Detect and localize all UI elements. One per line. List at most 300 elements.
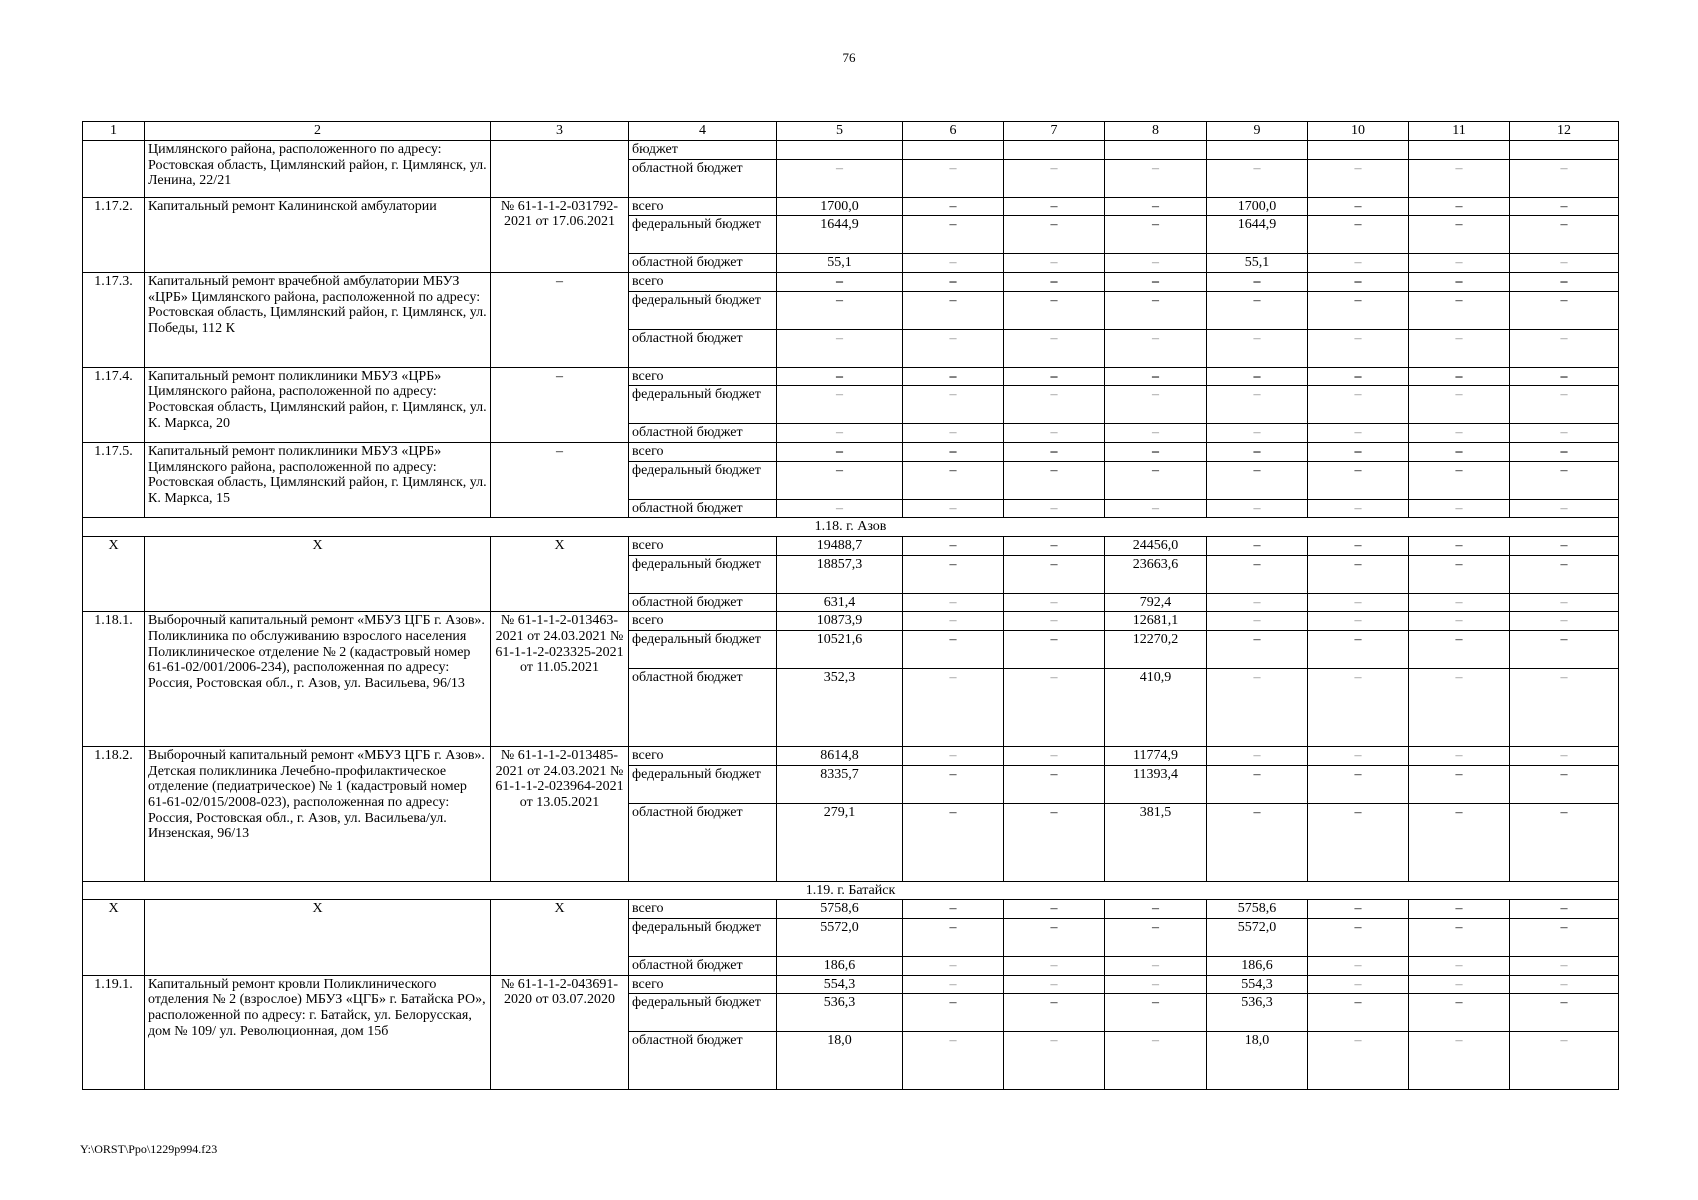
- value-cell: –: [1308, 537, 1409, 556]
- value-cell: –: [1105, 443, 1207, 462]
- column-number-header: 12: [1510, 122, 1619, 141]
- value-cell: –: [1409, 499, 1510, 518]
- value-cell: 5572,0: [777, 919, 903, 957]
- funding-source: федеральный бюджет: [629, 994, 777, 1032]
- object-name: Капитальный ремонт врачебной амбулатории МБУЗ «ЦРБ» Цимлянского района, расположенной по адресу: Ростовская область, Цимлянский район, г. Цимлянск, ул. Победы, 112 К: [145, 273, 491, 368]
- value-cell: –: [1308, 499, 1409, 518]
- value-cell: –: [1409, 669, 1510, 747]
- value-cell: –: [1207, 612, 1308, 631]
- value-cell: –: [1409, 1032, 1510, 1090]
- funding-source: всего: [629, 537, 777, 556]
- section-title: 1.18. г. Азов: [83, 518, 1619, 537]
- value-cell: –: [777, 159, 903, 197]
- value-cell: –: [903, 803, 1004, 881]
- value-cell: –: [1004, 197, 1105, 216]
- value-cell: –: [1308, 747, 1409, 766]
- value-cell: –: [1207, 291, 1308, 329]
- table-row: [83, 141, 1619, 160]
- value-cell: –: [777, 443, 903, 462]
- column-number-header: 5: [777, 122, 903, 141]
- value-cell: –: [1105, 499, 1207, 518]
- value-cell: –: [1409, 593, 1510, 612]
- value-cell: –: [1510, 900, 1619, 919]
- value-cell: –: [1409, 919, 1510, 957]
- funding-source: областной бюджет: [629, 1032, 777, 1090]
- column-number-header: 7: [1004, 122, 1105, 141]
- value-cell: –: [1207, 386, 1308, 424]
- value-cell: –: [1207, 555, 1308, 593]
- value-cell: –: [1409, 631, 1510, 669]
- value-cell: 352,3: [777, 669, 903, 747]
- value-cell: –: [1004, 329, 1105, 367]
- value-cell: 381,5: [1105, 803, 1207, 881]
- value-cell: 23663,6: [1105, 555, 1207, 593]
- table-row: [83, 197, 1619, 216]
- funding-source: областной бюджет: [629, 159, 777, 197]
- value-cell: –: [1510, 499, 1619, 518]
- value-cell: –: [1409, 994, 1510, 1032]
- value-cell: –: [1004, 919, 1105, 957]
- value-cell: –: [1207, 367, 1308, 386]
- object-name: Капитальный ремонт поликлиники МБУЗ «ЦРБ» Цимлянского района, расположенной по адресу: Ростовская область, Цимлянский район, г. Цимлянск, ул. К. Маркса, 20: [145, 367, 491, 442]
- value-cell: –: [903, 612, 1004, 631]
- value-cell: –: [903, 900, 1004, 919]
- value-cell: –: [1308, 424, 1409, 443]
- value-cell: –: [1207, 537, 1308, 556]
- value-cell: –: [903, 197, 1004, 216]
- value-cell: –: [1409, 291, 1510, 329]
- value-cell: 19488,7: [777, 537, 903, 556]
- value-cell: –: [1510, 367, 1619, 386]
- value-cell: –: [1105, 329, 1207, 367]
- document-number: № 61-1-1-2-031792-2021 от 17.06.2021: [491, 197, 629, 272]
- value-cell: –: [1105, 197, 1207, 216]
- funding-source: областной бюджет: [629, 329, 777, 367]
- column-number-header: 3: [491, 122, 629, 141]
- value-cell: –: [1004, 747, 1105, 766]
- value-cell: –: [1510, 765, 1619, 803]
- value-cell: –: [1207, 631, 1308, 669]
- value-cell: 10873,9: [777, 612, 903, 631]
- value-cell: –: [1308, 669, 1409, 747]
- value-cell: –: [903, 159, 1004, 197]
- value-cell: –: [1004, 900, 1105, 919]
- value-cell: –: [1510, 254, 1619, 273]
- column-number-header: 1: [83, 122, 145, 141]
- value-cell: –: [1409, 367, 1510, 386]
- value-cell: 536,3: [1207, 994, 1308, 1032]
- value-cell: 5572,0: [1207, 919, 1308, 957]
- funding-source: федеральный бюджет: [629, 765, 777, 803]
- footer-file-path: Y:\ORST\Ppo\1229p994.f23: [80, 1142, 218, 1156]
- table-row: [83, 975, 1619, 994]
- value-cell: –: [903, 765, 1004, 803]
- value-cell: –: [1004, 159, 1105, 197]
- value-cell: 10521,6: [777, 631, 903, 669]
- value-cell: –: [1308, 765, 1409, 803]
- row-number: [83, 141, 145, 198]
- funding-source: федеральный бюджет: [629, 461, 777, 499]
- value-cell: –: [1409, 803, 1510, 881]
- document-number: –: [491, 273, 629, 368]
- value-cell: –: [1510, 159, 1619, 197]
- value-cell: 12270,2: [1105, 631, 1207, 669]
- value-cell: –: [1105, 957, 1207, 976]
- value-cell: –: [1308, 443, 1409, 462]
- value-cell: –: [1004, 957, 1105, 976]
- value-cell: [777, 141, 903, 160]
- value-cell: –: [1004, 367, 1105, 386]
- value-cell: –: [1510, 994, 1619, 1032]
- value-cell: –: [903, 631, 1004, 669]
- document-number: Х: [491, 537, 629, 612]
- value-cell: 24456,0: [1105, 537, 1207, 556]
- value-cell: –: [1409, 273, 1510, 292]
- value-cell: –: [1004, 975, 1105, 994]
- value-cell: –: [1409, 424, 1510, 443]
- table-row: [83, 367, 1619, 386]
- value-cell: –: [903, 443, 1004, 462]
- value-cell: 55,1: [1207, 254, 1308, 273]
- value-cell: –: [1308, 254, 1409, 273]
- funding-source: всего: [629, 975, 777, 994]
- value-cell: –: [1207, 747, 1308, 766]
- funding-source: федеральный бюджет: [629, 291, 777, 329]
- object-name: Капитальный ремонт кровли Поликлинического отделения № 2 (взрослое) МБУЗ «ЦГБ» г. Батайска РО», расположенной по адресу: г. Батайск, ул. Белорусская, дом № 109/ ул. Революционная, дом 15б: [145, 975, 491, 1090]
- value-cell: 55,1: [777, 254, 903, 273]
- value-cell: –: [1308, 159, 1409, 197]
- value-cell: –: [1004, 386, 1105, 424]
- value-cell: –: [1004, 216, 1105, 254]
- value-cell: –: [1308, 367, 1409, 386]
- section-row: [83, 881, 1619, 900]
- value-cell: –: [1510, 461, 1619, 499]
- value-cell: –: [1308, 555, 1409, 593]
- value-cell: –: [1004, 537, 1105, 556]
- value-cell: –: [1105, 919, 1207, 957]
- value-cell: –: [1308, 461, 1409, 499]
- value-cell: –: [1308, 900, 1409, 919]
- value-cell: –: [1409, 537, 1510, 556]
- value-cell: 8335,7: [777, 765, 903, 803]
- value-cell: –: [903, 254, 1004, 273]
- value-cell: 1700,0: [1207, 197, 1308, 216]
- row-number: 1.19.1.: [83, 975, 145, 1090]
- value-cell: 18857,3: [777, 555, 903, 593]
- value-cell: –: [1409, 461, 1510, 499]
- funding-source: областной бюджет: [629, 957, 777, 976]
- value-cell: 536,3: [777, 994, 903, 1032]
- value-cell: –: [1510, 291, 1619, 329]
- funding-source: всего: [629, 367, 777, 386]
- value-cell: –: [1308, 1032, 1409, 1090]
- table-row: [83, 443, 1619, 462]
- value-cell: –: [1510, 593, 1619, 612]
- value-cell: –: [1510, 957, 1619, 976]
- value-cell: –: [903, 367, 1004, 386]
- column-number-header: 9: [1207, 122, 1308, 141]
- value-cell: –: [1105, 291, 1207, 329]
- value-cell: –: [1004, 669, 1105, 747]
- value-cell: –: [1308, 593, 1409, 612]
- value-cell: –: [1409, 159, 1510, 197]
- table-row: [83, 900, 1619, 919]
- table-row: [83, 537, 1619, 556]
- funding-source: всего: [629, 197, 777, 216]
- value-cell: –: [903, 975, 1004, 994]
- value-cell: 1644,9: [1207, 216, 1308, 254]
- value-cell: 11774,9: [1105, 747, 1207, 766]
- row-number: Х: [83, 900, 145, 975]
- value-cell: –: [903, 957, 1004, 976]
- value-cell: –: [1207, 499, 1308, 518]
- value-cell: –: [1510, 443, 1619, 462]
- value-cell: [1510, 141, 1619, 160]
- value-cell: –: [1308, 994, 1409, 1032]
- column-number-header: 4: [629, 122, 777, 141]
- value-cell: –: [1409, 765, 1510, 803]
- value-cell: –: [1308, 197, 1409, 216]
- value-cell: –: [1308, 291, 1409, 329]
- value-cell: [1308, 141, 1409, 160]
- document-number: № 61-1-1-2-013485-2021 от 24.03.2021 № 61-1-1-2-023964-2021 от 13.05.2021: [491, 747, 629, 882]
- value-cell: –: [1004, 461, 1105, 499]
- value-cell: –: [1105, 975, 1207, 994]
- object-name: Капитальный ремонт Калининской амбулатории: [145, 197, 491, 272]
- document-number: [491, 141, 629, 198]
- value-cell: 631,4: [777, 593, 903, 612]
- value-cell: –: [1409, 975, 1510, 994]
- value-cell: –: [1308, 919, 1409, 957]
- value-cell: –: [1510, 747, 1619, 766]
- value-cell: –: [1308, 975, 1409, 994]
- funding-source: областной бюджет: [629, 669, 777, 747]
- value-cell: –: [1510, 612, 1619, 631]
- value-cell: –: [1105, 254, 1207, 273]
- funding-source: областной бюджет: [629, 803, 777, 881]
- object-name: Цимлянского района, расположенного по адресу: Ростовская область, Цимлянский район, г. Цимлянск, ул. Ленина, 22/21: [145, 141, 491, 198]
- value-cell: [1207, 141, 1308, 160]
- value-cell: –: [1105, 461, 1207, 499]
- value-cell: –: [1004, 765, 1105, 803]
- funding-source: областной бюджет: [629, 254, 777, 273]
- page-number: 76: [842, 50, 856, 65]
- funding-source: федеральный бюджет: [629, 631, 777, 669]
- value-cell: 410,9: [1105, 669, 1207, 747]
- object-name: Х: [145, 537, 491, 612]
- value-cell: –: [1510, 424, 1619, 443]
- value-cell: [1409, 141, 1510, 160]
- document-number: № 61-1-1-2-043691-2020 от 03.07.2020: [491, 975, 629, 1090]
- value-cell: –: [1409, 216, 1510, 254]
- value-cell: –: [1510, 197, 1619, 216]
- document-number: –: [491, 367, 629, 442]
- value-cell: –: [1105, 159, 1207, 197]
- value-cell: –: [1510, 329, 1619, 367]
- value-cell: –: [903, 386, 1004, 424]
- value-cell: –: [1105, 424, 1207, 443]
- value-cell: –: [777, 291, 903, 329]
- value-cell: –: [1510, 669, 1619, 747]
- value-cell: [1004, 141, 1105, 160]
- value-cell: –: [1004, 499, 1105, 518]
- value-cell: –: [777, 329, 903, 367]
- funding-source: областной бюджет: [629, 424, 777, 443]
- value-cell: –: [903, 555, 1004, 593]
- value-cell: –: [1510, 803, 1619, 881]
- row-number: 1.17.2.: [83, 197, 145, 272]
- value-cell: –: [1105, 994, 1207, 1032]
- object-name: Выборочный капитальный ремонт «МБУЗ ЦГБ г. Азов». Детская поликлиника Лечебно-профилактическое отделение (педиатрическое) № 1 (кадастровый номер 61-61-02/015/2008-023), расположенная по адресу: Россия, Ростовская обл., г. Азов, ул. Васильева/ул. Инзенская, 96/13: [145, 747, 491, 882]
- value-cell: –: [1105, 900, 1207, 919]
- value-cell: 1644,9: [777, 216, 903, 254]
- value-cell: 18,0: [777, 1032, 903, 1090]
- value-cell: –: [1308, 631, 1409, 669]
- column-number-header: 6: [903, 122, 1004, 141]
- column-number-header: 2: [145, 122, 491, 141]
- value-cell: –: [903, 499, 1004, 518]
- value-cell: –: [777, 424, 903, 443]
- funding-source: областной бюджет: [629, 593, 777, 612]
- object-name: Х: [145, 900, 491, 975]
- value-cell: –: [1409, 555, 1510, 593]
- value-cell: –: [903, 273, 1004, 292]
- value-cell: 186,6: [777, 957, 903, 976]
- funding-source: бюджет: [629, 141, 777, 160]
- value-cell: –: [1510, 216, 1619, 254]
- value-cell: –: [1207, 273, 1308, 292]
- value-cell: –: [903, 994, 1004, 1032]
- table-row: [83, 612, 1619, 631]
- funding-source: федеральный бюджет: [629, 919, 777, 957]
- value-cell: –: [1510, 975, 1619, 994]
- value-cell: –: [1510, 386, 1619, 424]
- value-cell: –: [1004, 803, 1105, 881]
- value-cell: –: [1004, 1032, 1105, 1090]
- value-cell: –: [1308, 216, 1409, 254]
- value-cell: –: [1409, 443, 1510, 462]
- section-row: [83, 518, 1619, 537]
- funding-source: федеральный бюджет: [629, 555, 777, 593]
- budget-table: [82, 121, 1619, 1090]
- value-cell: –: [1308, 386, 1409, 424]
- value-cell: –: [903, 919, 1004, 957]
- value-cell: –: [1308, 803, 1409, 881]
- value-cell: 554,3: [1207, 975, 1308, 994]
- value-cell: –: [1004, 273, 1105, 292]
- section-title: 1.19. г. Батайск: [83, 881, 1619, 900]
- value-cell: –: [1409, 957, 1510, 976]
- value-cell: –: [1308, 612, 1409, 631]
- document-number: –: [491, 443, 629, 518]
- value-cell: 554,3: [777, 975, 903, 994]
- value-cell: –: [1004, 994, 1105, 1032]
- column-number-header: 11: [1409, 122, 1510, 141]
- value-cell: –: [903, 537, 1004, 556]
- value-cell: –: [903, 424, 1004, 443]
- value-cell: –: [903, 669, 1004, 747]
- table-row: [83, 273, 1619, 292]
- value-cell: –: [1308, 273, 1409, 292]
- value-cell: –: [1105, 367, 1207, 386]
- value-cell: –: [1004, 593, 1105, 612]
- value-cell: 5758,6: [777, 900, 903, 919]
- value-cell: –: [1510, 537, 1619, 556]
- value-cell: [1105, 141, 1207, 160]
- value-cell: –: [1510, 631, 1619, 669]
- row-number: 1.18.2.: [83, 747, 145, 882]
- object-name: Капитальный ремонт поликлиники МБУЗ «ЦРБ» Цимлянского района, расположенной по адресу: Ростовская область, Цимлянский район, г. Цимлянск, ул. К. Маркса, 15: [145, 443, 491, 518]
- table-row: [83, 747, 1619, 766]
- value-cell: –: [1510, 273, 1619, 292]
- value-cell: 12681,1: [1105, 612, 1207, 631]
- value-cell: –: [1409, 900, 1510, 919]
- value-cell: –: [1004, 555, 1105, 593]
- value-cell: 5758,6: [1207, 900, 1308, 919]
- value-cell: –: [1207, 443, 1308, 462]
- value-cell: –: [1105, 273, 1207, 292]
- row-number: 1.18.1.: [83, 612, 145, 747]
- value-cell: –: [1308, 957, 1409, 976]
- value-cell: –: [777, 367, 903, 386]
- value-cell: –: [777, 386, 903, 424]
- value-cell: –: [1510, 555, 1619, 593]
- value-cell: 279,1: [777, 803, 903, 881]
- value-cell: –: [1105, 216, 1207, 254]
- value-cell: –: [1510, 1032, 1619, 1090]
- value-cell: –: [1004, 291, 1105, 329]
- value-cell: 11393,4: [1105, 765, 1207, 803]
- value-cell: –: [1207, 765, 1308, 803]
- value-cell: –: [1207, 803, 1308, 881]
- value-cell: –: [903, 216, 1004, 254]
- value-cell: 792,4: [1105, 593, 1207, 612]
- value-cell: –: [1207, 461, 1308, 499]
- funding-source: всего: [629, 273, 777, 292]
- row-number: Х: [83, 537, 145, 612]
- value-cell: 8614,8: [777, 747, 903, 766]
- value-cell: –: [903, 593, 1004, 612]
- value-cell: –: [903, 291, 1004, 329]
- value-cell: –: [1207, 669, 1308, 747]
- value-cell: –: [1207, 159, 1308, 197]
- value-cell: –: [1409, 386, 1510, 424]
- value-cell: –: [777, 461, 903, 499]
- value-cell: –: [1409, 747, 1510, 766]
- value-cell: –: [1207, 424, 1308, 443]
- value-cell: –: [1004, 254, 1105, 273]
- object-name: Выборочный капитальный ремонт «МБУЗ ЦГБ г. Азов». Поликлиника по обслуживанию взрослого населения Поликлиническое отделение № 2 (кадастровый номер 61-61-02/001/2006-234), расположенная по адресу: Россия, Ростовская обл., г. Азов, ул. Васильева, 96/13: [145, 612, 491, 747]
- value-cell: –: [903, 329, 1004, 367]
- funding-source: всего: [629, 747, 777, 766]
- column-number-header: 8: [1105, 122, 1207, 141]
- funding-source: всего: [629, 443, 777, 462]
- value-cell: –: [1207, 329, 1308, 367]
- value-cell: –: [1004, 612, 1105, 631]
- value-cell: –: [1409, 329, 1510, 367]
- value-cell: –: [777, 273, 903, 292]
- funding-source: всего: [629, 612, 777, 631]
- funding-source: областной бюджет: [629, 499, 777, 518]
- value-cell: [903, 141, 1004, 160]
- value-cell: 186,6: [1207, 957, 1308, 976]
- funding-source: федеральный бюджет: [629, 216, 777, 254]
- row-number: 1.17.3.: [83, 273, 145, 368]
- value-cell: –: [903, 747, 1004, 766]
- value-cell: –: [1004, 424, 1105, 443]
- value-cell: –: [1510, 919, 1619, 957]
- value-cell: –: [1409, 254, 1510, 273]
